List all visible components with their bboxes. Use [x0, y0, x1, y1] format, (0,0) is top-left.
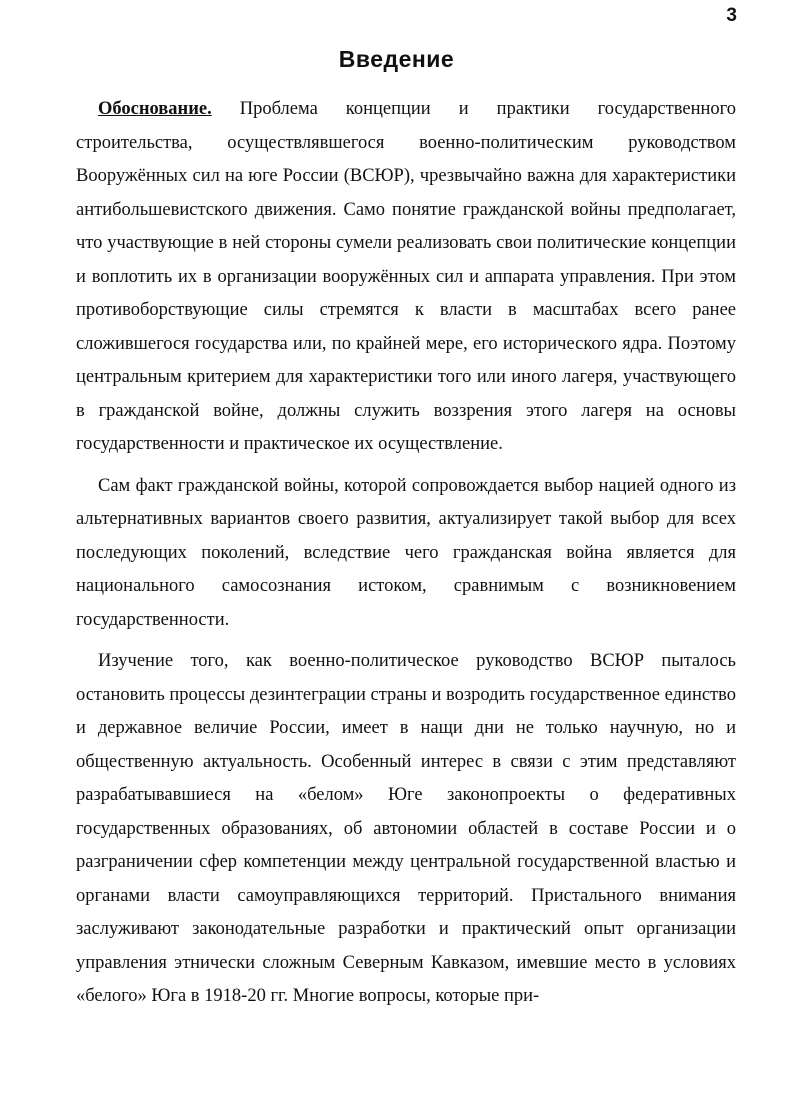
- paragraph-study-relevance: Изучение того, как военно-политическое руководство ВСЮР пыталось остановить процессы дезинтеграции страны и возродить государственное единство и державное величие России, имеет в нащи дни не только научную, но и общественную актуальность. Особенный интерес в связи с этим представляют разрабатывавшиеся на «белом» Юге законопроекты о федеративных государственных образованиях, об автономии областей в составе России и о разграничении сфер компетенции между центральной государственной властью и органами власти самоуправляющихся территорий. Пристального внимания заслуживают законодательные разработки и практический опыт организации управления этнически сложным Северным Кавказом, имевшие место в условиях «белого» Юга в 1918-20 гг. Многие вопросы, которые при-: [76, 651, 736, 1006]
- document-body: [76, 93, 736, 1022]
- paragraph-rationale: [76, 93, 736, 462]
- paragraph-text: Проблема концепции и практики государственного строительства, осуществлявшегося военно-политическим руководством Вооружённых сил на юге России (ВСЮР), чрезвычайно важна для характеристики антибольшевистского движения. Само понятие гражданской войны предполагает, что участвующие в ней стороны сумели реализовать свои политические концепции и воплотить их в организации вооружённых сил и аппарата управления. При этом противоборствующие силы стремятся к власти в масштабах всего ранее сложившегося государства или, по крайней мере, его исторического ядра. Поэтому центральным критерием для характеристики того или иного лагеря, участвующего в гражданской войне, должны служить воззрения этого лагеря на основы государственности и практическое их осуществление.: [76, 99, 736, 454]
- page-number: 3: [726, 5, 737, 26]
- paragraph-civil-war-fact: Сам факт гражданской войны, которой сопровождается выбор нацией одного из альтернативных вариантов своего развития, актуализирует такой выбор для всех последующих поколений, вследствие чего гражданская война является для национального самосознания истоком, сравнимым с возникновением государственности.: [76, 475, 736, 630]
- section-lead-label: Обоснование.: [98, 99, 212, 119]
- page-title: Введение: [338, 46, 455, 72]
